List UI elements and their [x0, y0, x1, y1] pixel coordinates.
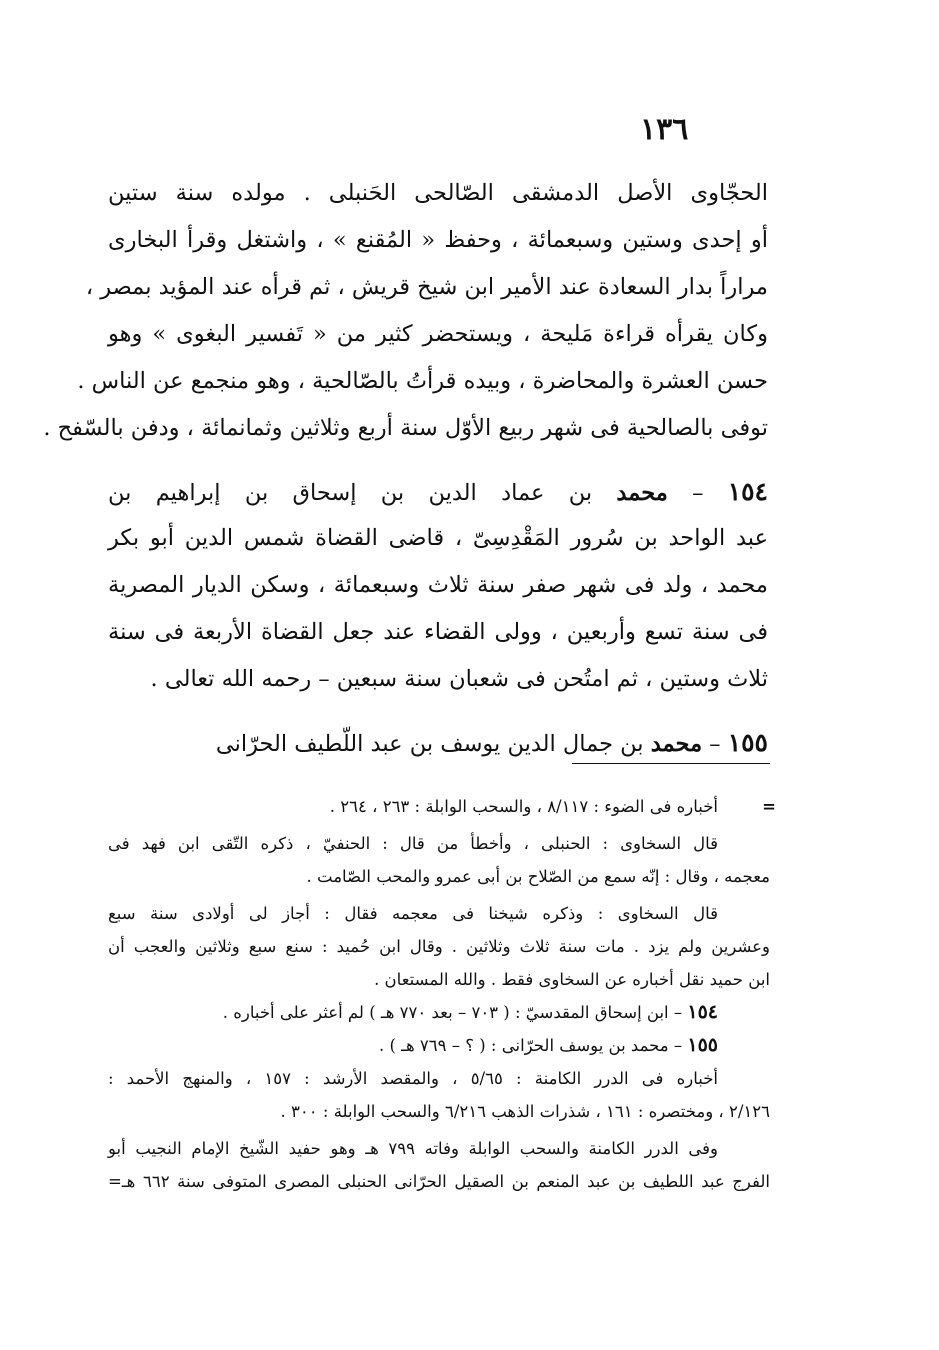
main-line: أو إحدى وستين وسبعمائة ، وحفظ « المُقنع » ، واشتغل وقرأ البخارى — [108, 227, 768, 253]
footnote-line: وعشرين ولم يزد . مات سنة ثلاث وثلاثين . وقال ابن حُميد : سنع سبع وثلاثين والعجب أن — [108, 937, 770, 956]
entry-name: محمد — [650, 731, 703, 757]
entry-dash: – — [692, 480, 704, 506]
entry-heading-text: بن جمال الدين يوسف بن عبد اللّطيف الحرّانى — [215, 731, 644, 757]
footnote-line: وفى الدرر الكامنة والسحب الوابلة وفاته ٧٩٩ هـ وهو حفيد الشّيخ الإمام النجيب أبو — [108, 1139, 718, 1158]
footnote-155 — [108, 1029, 770, 1062]
entry-154 — [108, 468, 768, 703]
footnote-text: – محمد بن يوسف الحرّانى : ( ؟ – ٧٦٩ هـ ) . — [378, 1036, 683, 1055]
entry-155 — [108, 719, 768, 766]
page-number: ١٣٦ — [640, 112, 689, 147]
main-line: وكان يقرأه قراءة مَليحة ، ويستحضر كثير من « تَفسير البغوى » وهو — [108, 321, 768, 347]
footnote-line: ابن حميد نقل أخباره عن السخاوى فقط . والله المستعان . — [374, 970, 770, 989]
footnote-line: قال السخاوى : وذكره شيخنا فى معجمه فقال : أجاز لى أولادى سنة سبع — [108, 904, 718, 923]
entry-heading — [108, 719, 768, 766]
footnote-line — [108, 790, 776, 823]
main-text — [43, 170, 768, 766]
entry-line: عبد الواحد بن سُرور المَقْدِسِىّ ، قاضى القضاة شمس الدين أبو بكر — [108, 525, 768, 551]
footnote-154 — [108, 996, 770, 1029]
footnote-text: – ابن إسحاق المقدسيّ : ( ٧٠٣ – بعد ٧٧٠ هـ ) لم أعثر على أخباره . — [222, 1003, 683, 1022]
entry-number: ١٥٥ — [727, 728, 768, 757]
main-line: الحجّاوى الأصل الدمشقى الصّالحى الحَنبلى . مولده سنة ستين — [108, 180, 768, 206]
entry-number: ١٥٤ — [727, 477, 768, 506]
footnote-number: ١٥٥ — [687, 1034, 718, 1056]
footnote-number: ١٥٤ — [687, 1001, 718, 1023]
entry-line: ثلاث وستين ، ثم امتُحن فى شعبان سنة سبعين – رحمه الله تعالى . — [150, 666, 768, 692]
entry-dash: – — [709, 731, 721, 757]
main-line: حسن العشرة والمحاضرة ، وبيده قرأتُ بالصّالحية ، وهو منجمع عن الناس . — [77, 368, 768, 394]
main-line: توفى بالصالحية فى شهر ربيع الأوّل سنة أربع وثلاثين وثمانمائة ، ودفن بالسّفح . — [43, 415, 768, 441]
footnote-text: أخباره فى الضوء : ٨/١١٧ ، والسحب الوابلة : ٢٦٣ ، ٢٦٤ . — [329, 797, 718, 816]
footnote-line: معجمه ، وقال : إنّه سمع من الصّلاح بن أبى عمرو والمحب الصّامت . — [306, 867, 770, 886]
footnote-line: أخباره فى الدرر الكامنة : ٥/٦٥ ، والمقصد الأرشد : ١٥٧ ، والمنهج الأحمد : — [108, 1069, 718, 1088]
footnote-line: ٢/١٢٦ ، ومختصره : ١٦١ ، شذرات الذهب ٦/٢١٦ والسحب الوابلة : ٣٠٠ . — [280, 1102, 770, 1121]
entry-line: محمد ، ولد فى شهر صفر سنة ثلاث وسبعمائة ، وسكن الديار المصرية — [108, 572, 768, 598]
main-line: مراراً بدار السعادة عند الأمير ابن شيخ قريش ، ثم قرأه عند المؤيد بمصر ، — [85, 274, 768, 300]
continuation-marker: = — [762, 797, 776, 816]
footnote-separator — [572, 763, 770, 764]
footnotes — [108, 790, 776, 1198]
footnote-line: الفرج عبد اللطيف بن عبد المنعم بن الصقيل الحرّانى الحنبلى المصرى المتوفى سنة ٦٦٢ هـ= — [108, 1172, 770, 1191]
entry-heading-text: بن عماد الدين بن إسحاق بن إبراهيم بن — [108, 480, 593, 506]
entry-name: محمد — [616, 480, 668, 506]
footnote-line: قال السخاوى : الحنبلى ، وأخطأ من قال : الحنفيّ ، ذكره التّقى ابن فهد فى — [108, 834, 718, 853]
entry-heading — [108, 468, 768, 515]
entry-line: فى سنة تسع وأربعين ، وولى القضاء عند جعل القضاة الأربعة فى سنة — [108, 619, 768, 645]
